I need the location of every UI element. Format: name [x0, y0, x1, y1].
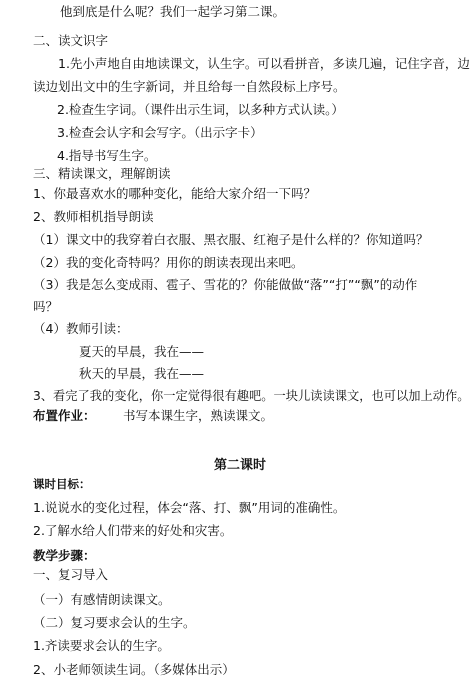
text-line: 秋天的早晨，我在——	[79, 366, 205, 381]
lesson-title: 第二课时	[214, 458, 267, 473]
text-line: 1、你最喜欢水的哪种变化，能给大家介绍一下吗？	[33, 186, 316, 201]
text-line: 1.说说水的变化过程，体会“落、打、飘”用词的准确性。	[33, 500, 346, 515]
steps-label: 教学步骤：	[33, 548, 96, 563]
text-line: 1.先小声地自由地读课文，认生字。可以看拼音，多读几遍，记住字音，边	[58, 56, 470, 71]
text-line: （1）课文中的我穿着白衣服、黑衣服、红袍子是什么样的？你知道吗？	[33, 232, 429, 247]
text-line: 2.检查生字词。（课件出示生词，以多种方式认读。）	[57, 102, 344, 117]
text-line: 2、小老师领读生词。（多媒体出示）	[33, 662, 235, 677]
text-line: 3、看完了我的变化，你一定觉得很有趣吧。一块儿读读课文，也可以加上动作。	[33, 389, 470, 403]
section-heading: 三、精读课文，理解朗读	[33, 166, 171, 181]
text-line: （2）我的变化奇特吗？用你的朗读表现出来吧。	[33, 255, 304, 270]
text-line: 吗？	[33, 299, 59, 314]
text-line: 4.指导书写生字。	[57, 148, 157, 163]
text-line: （二）复习要求会认的生字。	[33, 615, 196, 630]
text-line: 3.检查会认字和会写字。（出示字卡）	[57, 125, 263, 140]
text-line: 1.齐读要求会认的生字。	[33, 638, 170, 653]
text-line: 他到底是什么呢？我们一起学习第二课。	[60, 4, 286, 19]
section-heading: 一、复习导入	[33, 567, 109, 582]
text-line: （3）我是怎么变成雨、雹子、雪花的？你能做做“落”“打”“飘”的动作	[33, 277, 418, 292]
text-line: 2.了解水给人们带来的好处和灾害。	[33, 523, 233, 538]
text-line: 夏天的早晨，我在——	[79, 344, 205, 359]
text-line: （4）教师引读：	[33, 321, 129, 336]
homework-text: 书写本课生字，熟读课文。	[123, 408, 274, 423]
text-line: 2、教师相机指导朗读	[33, 209, 154, 224]
text-line: 读边划出文中的生字新词，并且给每一自然段标上序号。	[33, 79, 346, 94]
goal-label: 课时目标：	[33, 477, 91, 491]
text-line: （一）有感情朗读课文。	[33, 592, 171, 607]
homework-label: 布置作业：	[33, 408, 96, 423]
section-heading: 二、读文识字	[33, 33, 109, 48]
